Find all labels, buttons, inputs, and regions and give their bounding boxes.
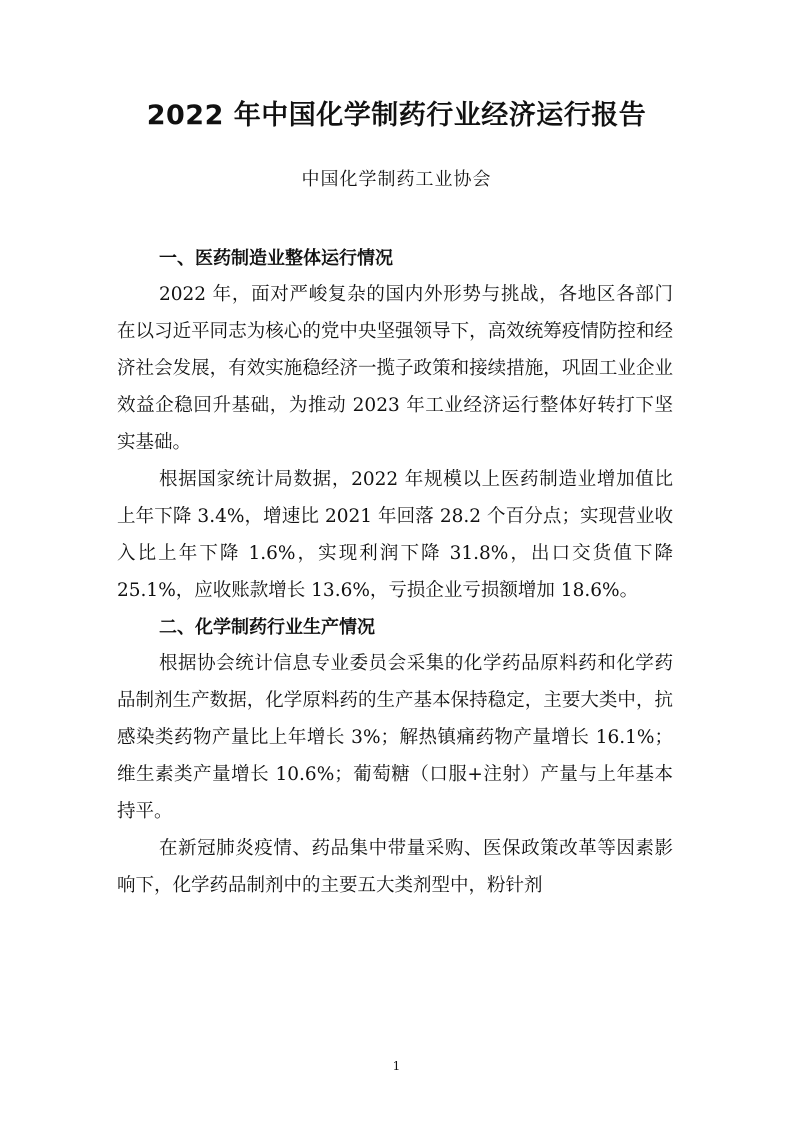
paragraph: 根据国家统计局数据，2022 年规模以上医药制造业增加值比上年下降 3.4%，增速比 2021 年回落 28.2 个百分点；实现营业收入比上年下降 1.6%，实现利润下降 31.8%，出口交货值下降 25.1%，应收账款增长 13.6%，亏损企业亏损额增加 18.6%。 — [117, 469, 673, 601]
document-author: 中国化学制药工业协会 — [301, 169, 492, 190]
paragraph: 2022 年，面对严峻复杂的国内外形势与挑战，各地区各部门在以习近平同志为核心的党中央坚强领导下，高效统筹疫情防控和经济社会发展，有效实施稳经济一揽子政策和接续措施，巩固工业企业效益企稳回升基础，为推动 2023 年工业经济运行整体好转打下坚实基础。 — [117, 284, 673, 453]
section-heading-1: 一、医药制造业整体运行情况 — [159, 248, 393, 269]
document-title: 2022 年中国化学制药行业经济运行报告 — [146, 100, 647, 131]
section-heading-2: 二、化学制药行业生产情况 — [159, 617, 375, 638]
document-body — [117, 242, 673, 904]
page-number: 1 — [392, 1059, 401, 1073]
paragraph: 根据协会统计信息专业委员会采集的化学药品原料药和化学药品制剂生产数据，化学原料药的生产基本保持稳定，主要大类中，抗感染类药物产量比上年增长 3%；解热镇痛药物产量增长 16.1%；维生素类产量增长 10.6%；葡萄糖（口服+注射）产量与上年基本持平。 — [117, 653, 673, 822]
paragraph: 在新冠肺炎疫情、药品集中带量采购、医保政策改革等因素影响下，化学药品制剂中的主要五大类剂型中，粉针剂 — [117, 838, 673, 896]
